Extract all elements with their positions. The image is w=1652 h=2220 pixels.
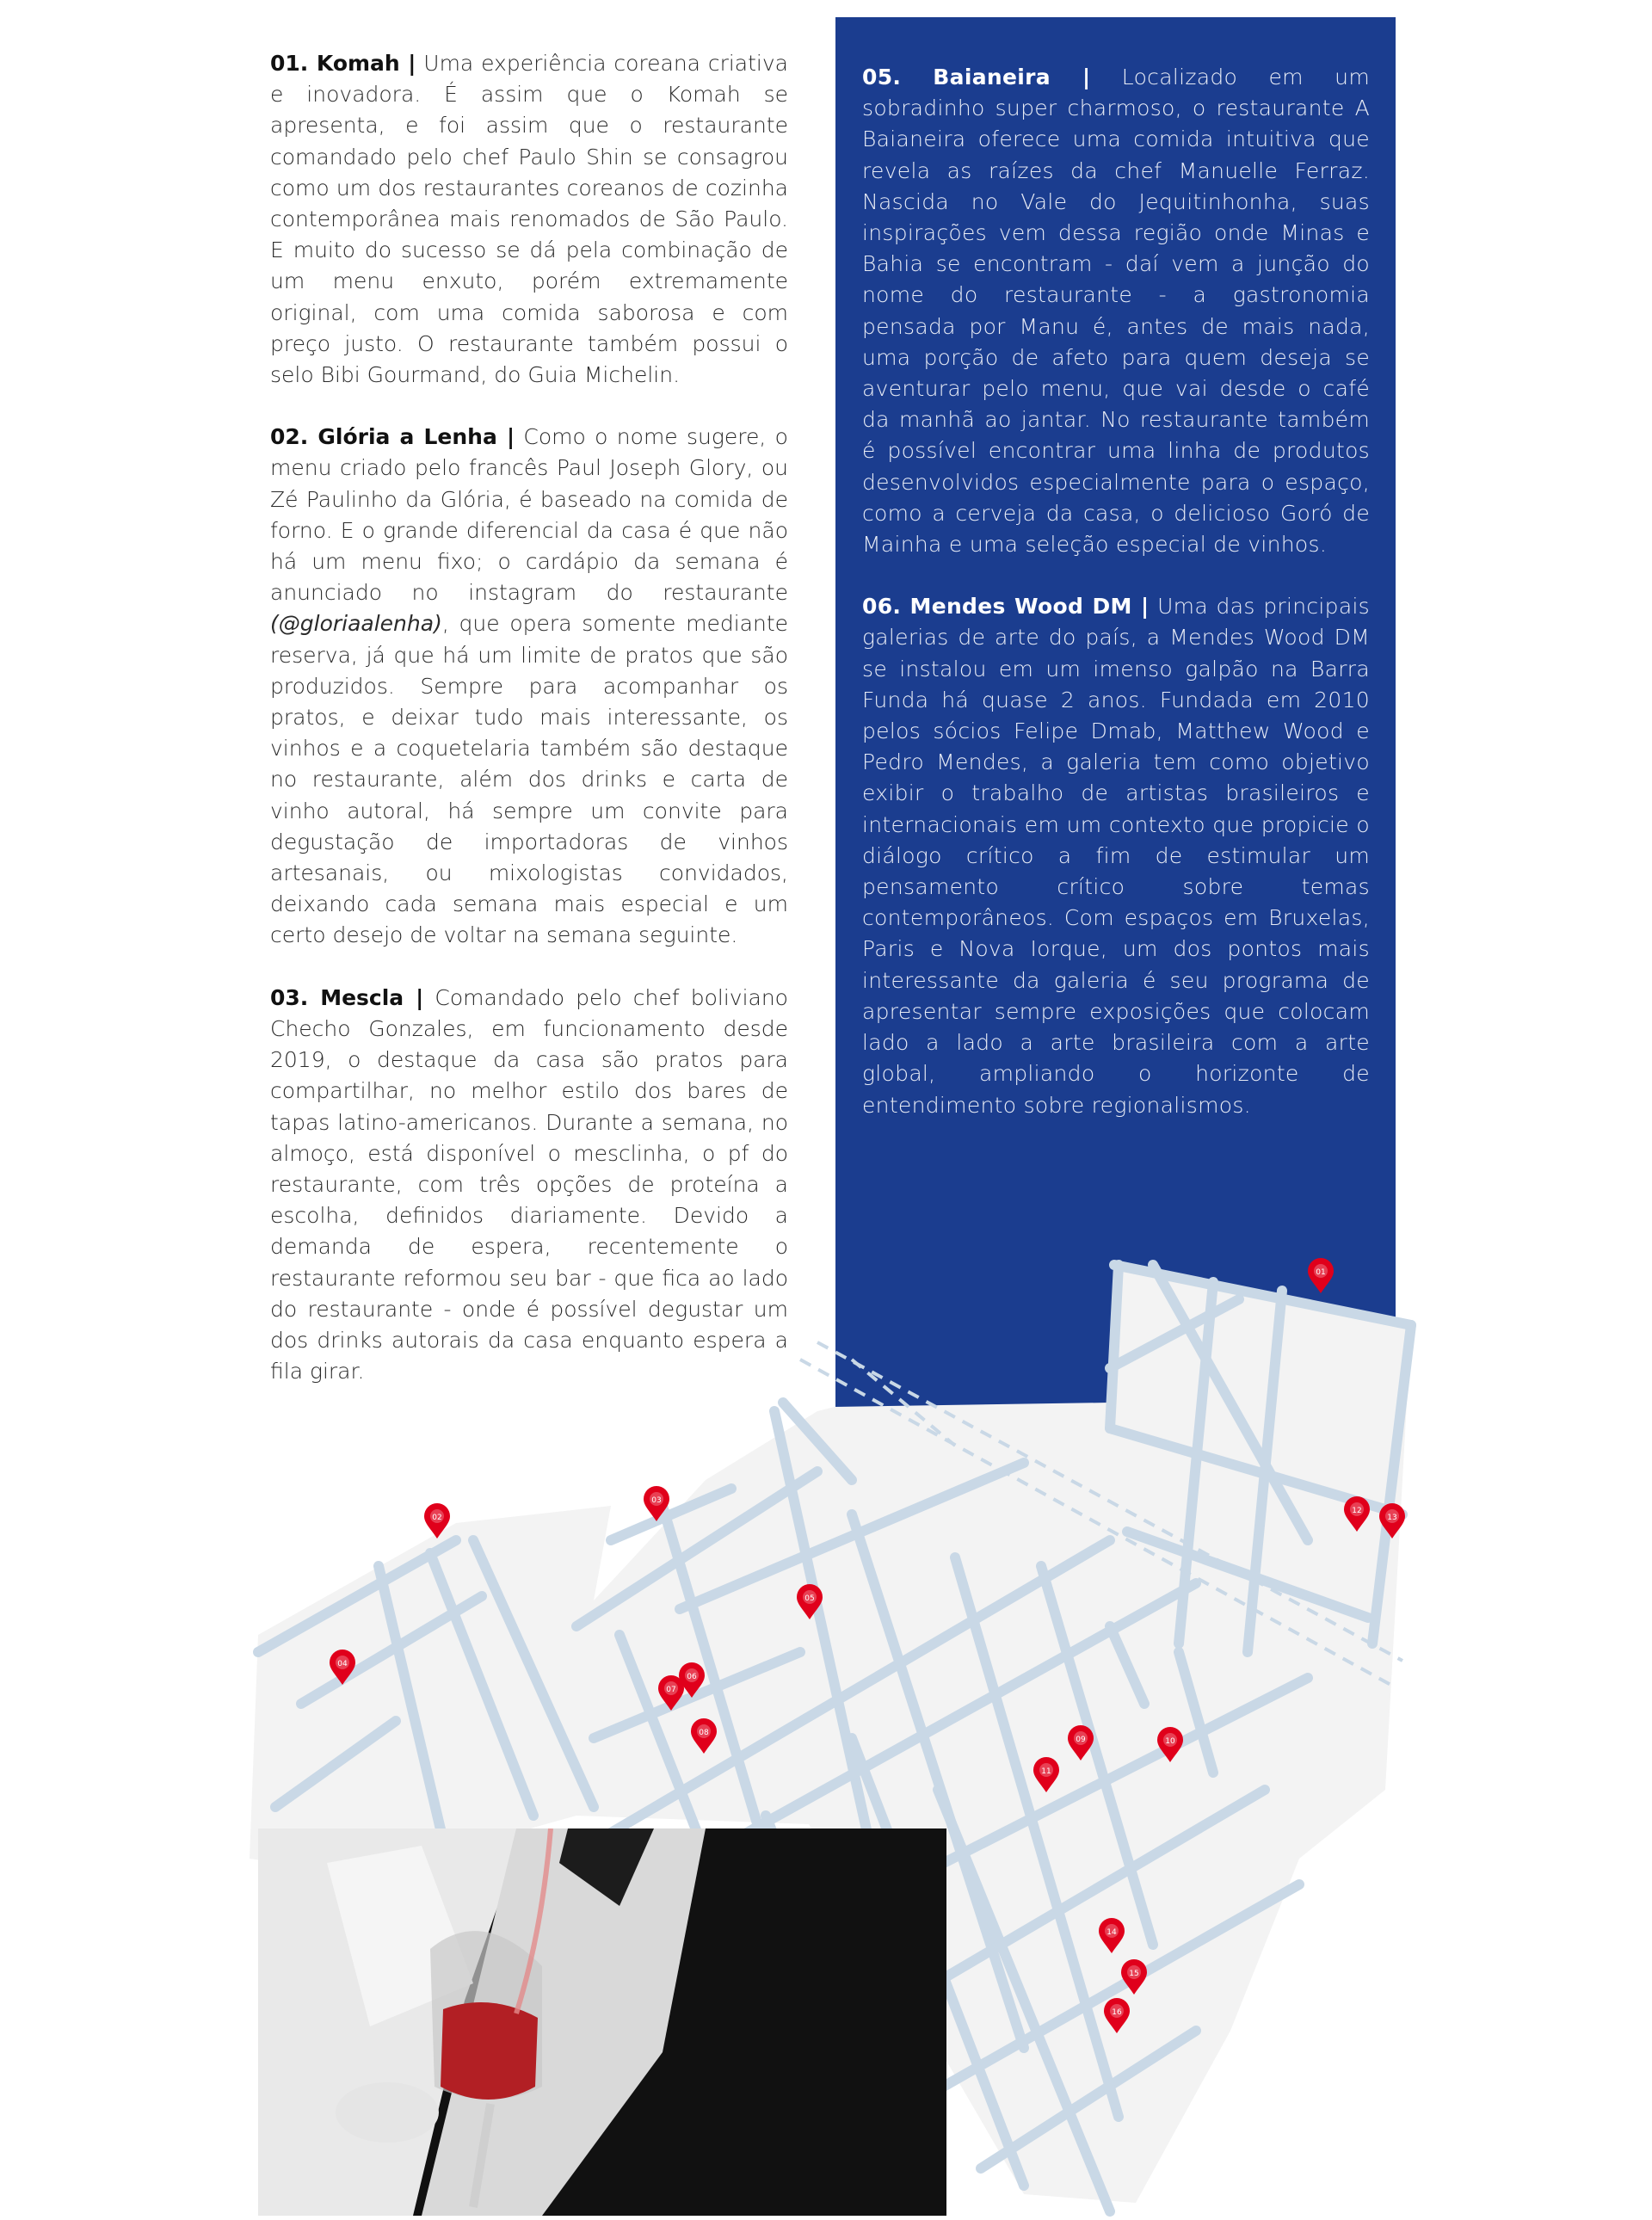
article-mendes-wood xyxy=(862,591,1370,1120)
article-title: 05. Baianeira | xyxy=(862,65,1091,89)
pin-label: 04 xyxy=(337,1660,348,1668)
instagram-handle: (@gloriaalenha) xyxy=(270,611,442,637)
left-column xyxy=(270,48,788,1418)
pin-label: 12 xyxy=(1352,1507,1362,1515)
pin-label: 08 xyxy=(699,1729,709,1737)
pin-label: 16 xyxy=(1112,2008,1122,2017)
pin-label: 10 xyxy=(1165,1737,1175,1746)
pin-label: 13 xyxy=(1387,1514,1397,1522)
pin-label: 09 xyxy=(1076,1736,1086,1744)
article-title: 02. Glória a Lenha | xyxy=(270,424,515,450)
article-gloria-a-lenha xyxy=(270,422,788,951)
article-title: 06. Mendes Wood DM | xyxy=(862,594,1150,620)
article-body: Uma experiência coreana criativa e inovadora. É assim que o Komah se apresenta, e foi assim que o restaurante comandado pelo chef Paulo Shin se consagrou como um dos restaurantes coreanos de cozinha contemporânea mais renomados de São Paulo. E muito do sucesso se dá pela combinação de um menu enxuto, porém extremamente original, com uma comida saborosa e com preço justo. O restaurante também possui o selo Bibi Gourmand, do Guia Michelin. xyxy=(270,51,788,388)
article-baianeira xyxy=(862,62,1370,560)
map-pin[interactable] xyxy=(1308,1258,1334,1293)
pin-label: 02 xyxy=(432,1514,442,1522)
photo-illustration xyxy=(258,1828,946,2216)
wine-pour-photo xyxy=(258,1828,946,2216)
article-body: Comandado pelo chef boliviano Checho Gonzales, em funcionamento desde 2019, o destaque da casa são pratos para compartilhar, no melhor estilo dos bares de tapas latino-americanos. Durante a semana, no almoço, está disponível o mesclinha, o pf do restaurante, com três opções de proteína a escolha, definidos diariamente. Devido a demanda de espera, recentemente o restaurante reformou seu bar - que fica ao lado do restaurante - onde é possível degustar um dos drinks autorais da casa enquanto espera a fila girar. xyxy=(270,984,788,1384)
article-body: Localizado em um sobradinho super charmoso, o restaurante A Baianeira oferece uma comida intuitiva que revela as raízes da chef Manuelle Ferraz. Nascida no Vale do Jequitinhonha, suas inspirações vem dessa região onde Minas e Bahia se encontram - daí vem a junção do nome do restaurante - a gastronomia pensada por Manu é, antes de mais nada, uma porção de afeto para quem deseja se aventurar pelo menu, que vai desde o café da manhã ao jantar. No restaurante também é possível encontrar uma linha de produtos desenvolvidos especialmente para o espaço, como a cerveja da casa, o delicioso Goró de Mainha e uma seleção especial de vinhos. xyxy=(862,65,1370,558)
article-komah xyxy=(270,48,788,391)
pin-label: 01 xyxy=(1316,1268,1326,1277)
article-body: , que opera somente mediante reserva, já que há um limite de pratos que são produzidos. Sempre para acompanhar os pratos, e deixar tudo mais interessante, os vinhos e a coquetelaria também são destaque no restaurante, além dos drinks e carta de vinho autoral, há sempre um convite para degustação de importadoras de vinhos artesanais, ou mixologistas convidados, deixando cada semana mais especial e um certo desejo de voltar na semana seguinte. xyxy=(270,611,788,948)
article-title: 03. Mescla | xyxy=(270,984,424,1010)
pin-label: 06 xyxy=(687,1673,697,1681)
pin-label: 03 xyxy=(651,1496,662,1505)
article-body: Como o nome sugere, o menu criado pelo francês Paul Joseph Glory, ou Zé Paulinho da Glória, é baseado na comida de forno. E o grande diferencial da casa é que não há um menu fixo; o cardápio da semana é anunciado no instagram do restaurante xyxy=(270,424,788,606)
article-title: 01. Komah | xyxy=(270,51,416,76)
pin-label: 14 xyxy=(1106,1928,1117,1937)
pin-label: 15 xyxy=(1129,1970,1139,1978)
right-column xyxy=(862,62,1370,1152)
pin-label: 11 xyxy=(1041,1767,1051,1776)
pin-label: 05 xyxy=(804,1594,815,1603)
pin-label: 07 xyxy=(666,1686,676,1694)
article-body: Uma das principais galerias de arte do país, a Mendes Wood DM se instalou em um imenso galpão na Barra Funda há quase 2 anos. Fundada em 2010 pelos sócios Felipe Dmab, Matthew Wood e Pedro Mendes, a galeria tem como objetivo exibir o trabalho de artistas brasileiros e internacionais em um contexto que propicie o diálogo crítico a fim de estimular um pensamento crítico sobre temas contemporâneos. Com espaços em Bruxelas, Paris e Nova Iorque, um dos pontos mais interessante da galeria é seu programa de apresentar sempre exposições que colocam lado a lado a arte brasileira com a arte global, ampliando o horizonte de entendimento sobre regionalismos. xyxy=(862,594,1371,1118)
